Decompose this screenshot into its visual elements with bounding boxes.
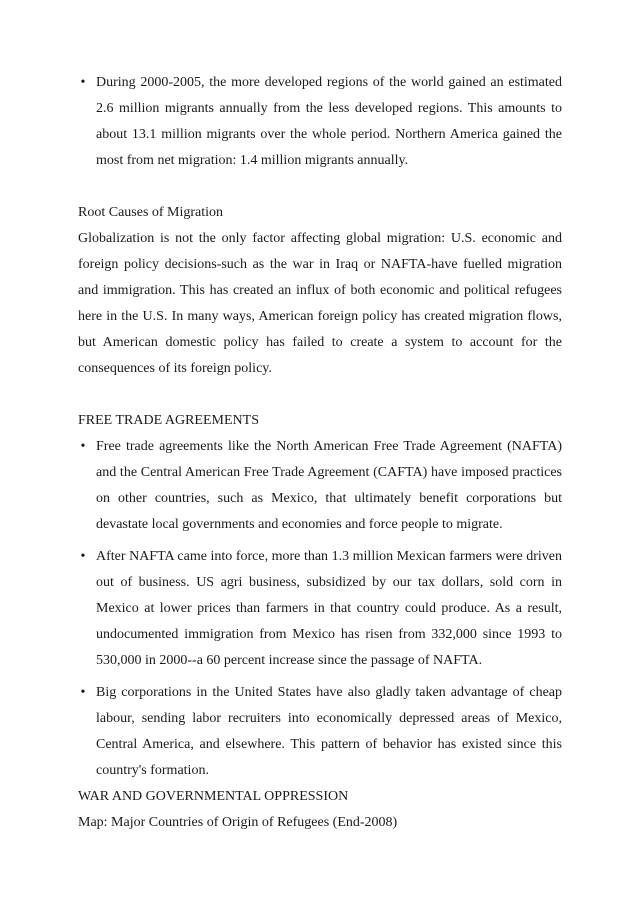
- list-item: [78, 434, 562, 538]
- list-item: [78, 680, 562, 784]
- root-causes-heading: Root Causes of Migration: [78, 205, 224, 220]
- bullet-text: After NAFTA came into force, more than 1.3 million Mexican farmers were driven out of business. US agri business, subsidized by our tax dollars, sold corn in Mexico at lower prices than farmers in that country could produce. As a result, undocumented immigration from Mexico has risen from 332,000 since 1993 to 530,000 in 2000--a 60 percent increase since the passage of NAFTA.: [96, 549, 562, 668]
- bullet-icon: •: [80, 75, 86, 90]
- bullet-icon: •: [80, 439, 86, 454]
- war-heading: WAR AND GOVERNMENTAL OPPRESSION: [78, 789, 349, 804]
- bullet-icon: •: [80, 549, 86, 564]
- root-causes-paragraph: Globalization is not the only factor affecting global migration: U.S. economic and foreign policy decisions-such as the war in Iraq or NAFTA-have fuelled migration and immigration. This has created an influx of both economic and political refugees here in the U.S. In many ways, American foreign policy has created migration flows, but American domestic policy has failed to create a system to account for the consequences of its foreign policy.: [78, 231, 562, 376]
- map-caption: Map: Major Countries of Origin of Refugees (End-2008): [78, 815, 398, 830]
- bullet-text: During 2000-2005, the more developed regions of the world gained an estimated 2.6 million migrants annually from the less developed regions. This amounts to about 13.1 million migrants over the whole period. Northern America gained the most from net migration: 1.4 million migrants annually.: [96, 75, 562, 168]
- intro-bullet-list: [78, 70, 562, 174]
- free-trade-bullet-list: [78, 434, 562, 784]
- list-item: [78, 544, 562, 674]
- bullet-text: Big corporations in the United States have also gladly taken advantage of cheap labour, sending labor recruiters into economically depressed areas of Mexico, Central America, and elsewhere. This pattern of behavior has existed since this country's formation.: [96, 685, 562, 778]
- bullet-text: Free trade agreements like the North American Free Trade Agreement (NAFTA) and the Central American Free Trade Agreement (CAFTA) have imposed practices on other countries, such as Mexico, that ultimately benefit corporations but devastate local governments and economies and force people to migrate.: [96, 439, 562, 532]
- bullet-icon: •: [80, 685, 86, 700]
- document-page: [78, 70, 562, 836]
- free-trade-heading: FREE TRADE AGREEMENTS: [78, 413, 259, 428]
- list-item: [78, 70, 562, 174]
